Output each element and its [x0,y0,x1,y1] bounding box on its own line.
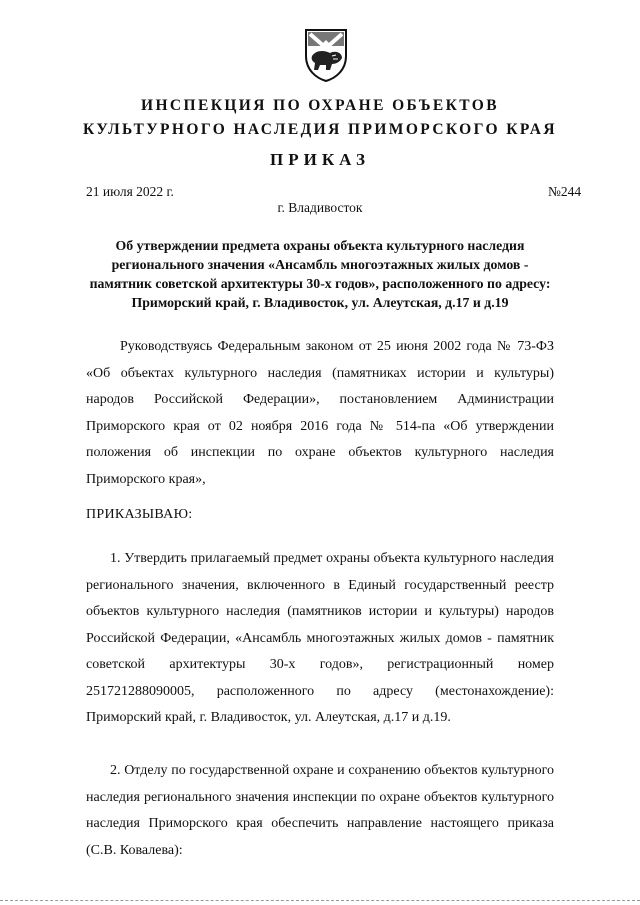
organization-name-line1: ИНСПЕКЦИЯ ПО ОХРАНЕ ОБЪЕКТОВ [141,97,499,114]
preamble-paragraph: Руководствуясь Федеральным законом от 25 июня 2002 года № 73-ФЗ «Об объектах культурного наследия (памятниках истории и культуры) народов Российской Федерации», постановлением Администрации Приморского края от 02 ноября 2016 года № 514-па «Об утверждении положения об инспекции по охране объектов культурного наследия Приморского края», [86,339,554,487]
organization-name-line2: КУЛЬТУРНОГО НАСЛЕДИЯ ПРИМОРСКОГО КРАЯ [83,121,557,138]
order-item-2: 2. Отделу по государственной охране и сохранению объектов культурного наследия регионального значения инспекции по охране объектов культурного наследия Приморского края обеспечить направление настоящего приказа (С.В. Ковалева): [86,763,554,858]
document-title: Об утверждении предмета охраны объекта культурного наследия регионального значения «Ансамбль многоэтажных жилых домов - памятник советской архитектуры 30-х годов», расположенного по адресу: Приморский край, г. Владивосток, ул. Алеутская, д.17 и д.19 [89,238,551,310]
coat-of-arms-icon [302,26,350,82]
order-word: ПРИКАЗЫВАЮ: [86,507,193,522]
document-city: г. Владивосток [277,200,363,215]
document-number: №244 [548,184,582,199]
order-item-1: 1. Утвердить прилагаемый предмет охраны объекта культурного наследия регионального значения, включенного в Единый государственный реестр объектов культурного наследия (памятников истории и культуры) народов Российской Федерации, «Ансамбль многоэтажных жилых домов - памятник советской архитектуры 30-х годов», регистрационный номер 251721288090005, расположенного по адресу (местонахождение): Приморский край, г. Владивосток, ул. Алеутская, д.17 и д.19. [86,551,554,725]
document-date: 21 июля 2022 г. [86,184,174,199]
document-type: ПРИКАЗ [270,150,370,169]
page-edge-line [0,900,640,902]
